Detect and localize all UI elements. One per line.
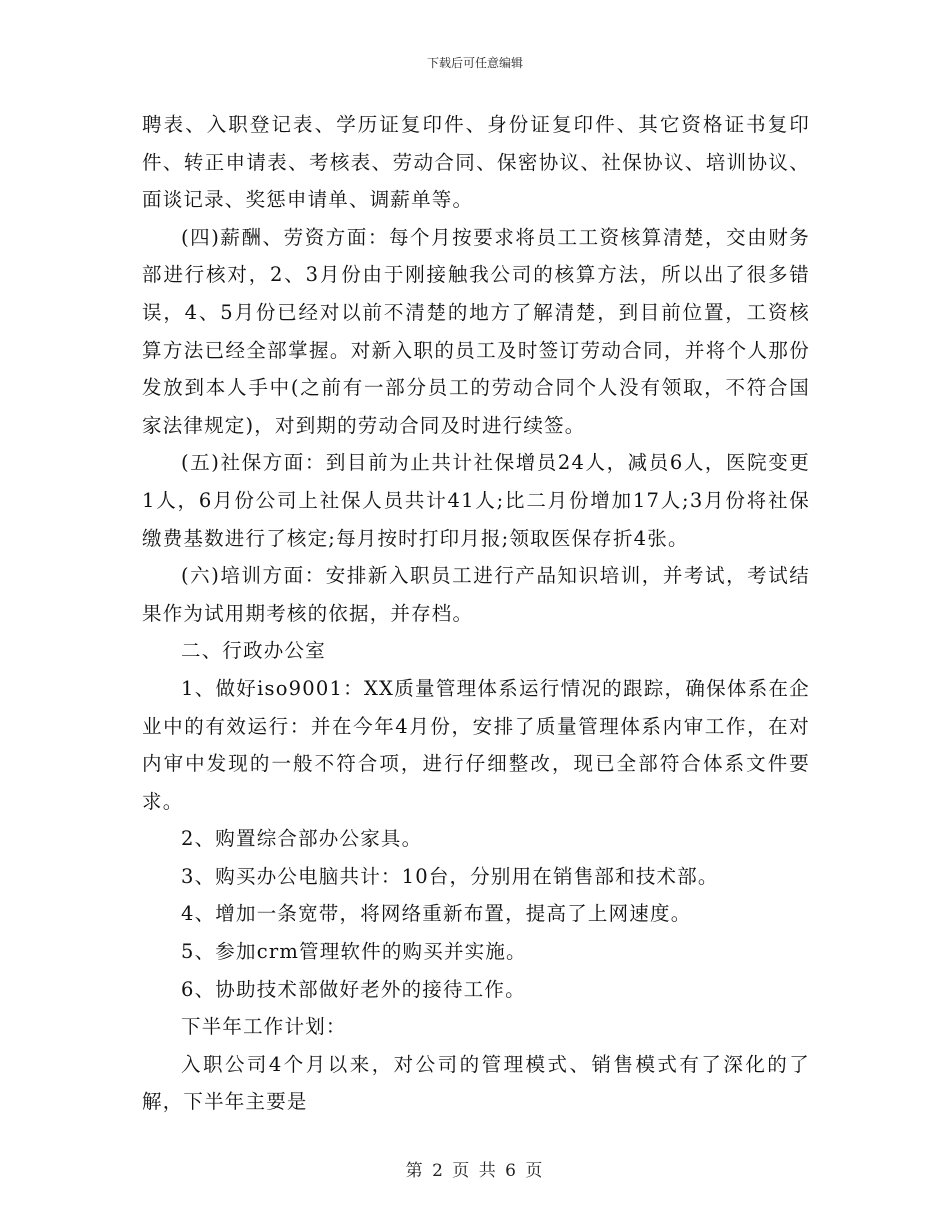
list-item-reception: 6、协助技术部做好老外的接待工作。 <box>181 977 526 1001</box>
list-item-crm: 5、参加crm管理软件的购买并实施。 <box>181 940 527 964</box>
page-number: 第 2 页 共 6 页 <box>405 1161 545 1181</box>
section-heading-admin-office: 二、行政办公室 <box>181 639 326 663</box>
paragraph-salary: (四)薪酬、劳资方面：每个月按要求将员工工资核算清楚，交由财务部进行核对，2、3月份由于刚接触我公司的核算方法，所以出了很多错误，4、5月份已经对以前不清楚的地方了解清楚，到目前位置，工资核算方法已经全部掌握。对新入职的员工及时签订劳动合同，并将个人那份发放到本人手中(之前有一部分员工的劳动合同个人没有领取，不符合国家法律规定)，对到期的劳动合同及时进行续签。 <box>142 225 810 437</box>
list-item-broadband: 4、增加一条宽带，将网络重新布置，提高了上网速度。 <box>181 902 692 926</box>
paragraph-social-security: (五)社保方面：到目前为止共计社保增员24人，减员6人，医院变更1人，6月份公司上社保人员共计41人;比二月份增加17人;3月份将社保缴费基数进行了核定;每月按时打印月报;领取医保存折4张。 <box>142 451 810 550</box>
paragraph-training: (六)培训方面：安排新入职员工进行产品知识培训，并考试，考试结果作为试用期考核的依据，并存档。 <box>142 564 810 625</box>
list-item-iso9001: 1、做好iso9001：XX质量管理体系运行情况的跟踪，确保体系在企业中的有效运行：并在今年4月份，安排了质量管理体系内审工作，在对内审中发现的一般不符合项，进行仔细整改，现已全部符合体系文件要求。 <box>142 676 810 813</box>
list-item-furniture: 2、购置综合部办公家具。 <box>181 827 423 851</box>
section-heading-second-half-plan: 下半年工作计划： <box>181 1015 347 1039</box>
list-item-computers: 3、购买办公电脑共计：10台，分别用在销售部和技术部。 <box>181 864 719 888</box>
paragraph-archive-list: 聘表、入职登记表、学历证复印件、身份证复印件、其它资格证书复印件、转正申请表、考核表、劳动合同、保密协议、社保协议、培训协议、面谈记录、奖惩申请单、调薪单等。 <box>142 113 810 212</box>
document-body <box>142 106 810 1121</box>
header-note: 下载后可任意编辑 <box>426 56 523 70</box>
paragraph-plan-intro: 入职公司4个月以来，对公司的管理模式、销售模式有了深化的了解，下半年主要是 <box>142 1052 810 1114</box>
